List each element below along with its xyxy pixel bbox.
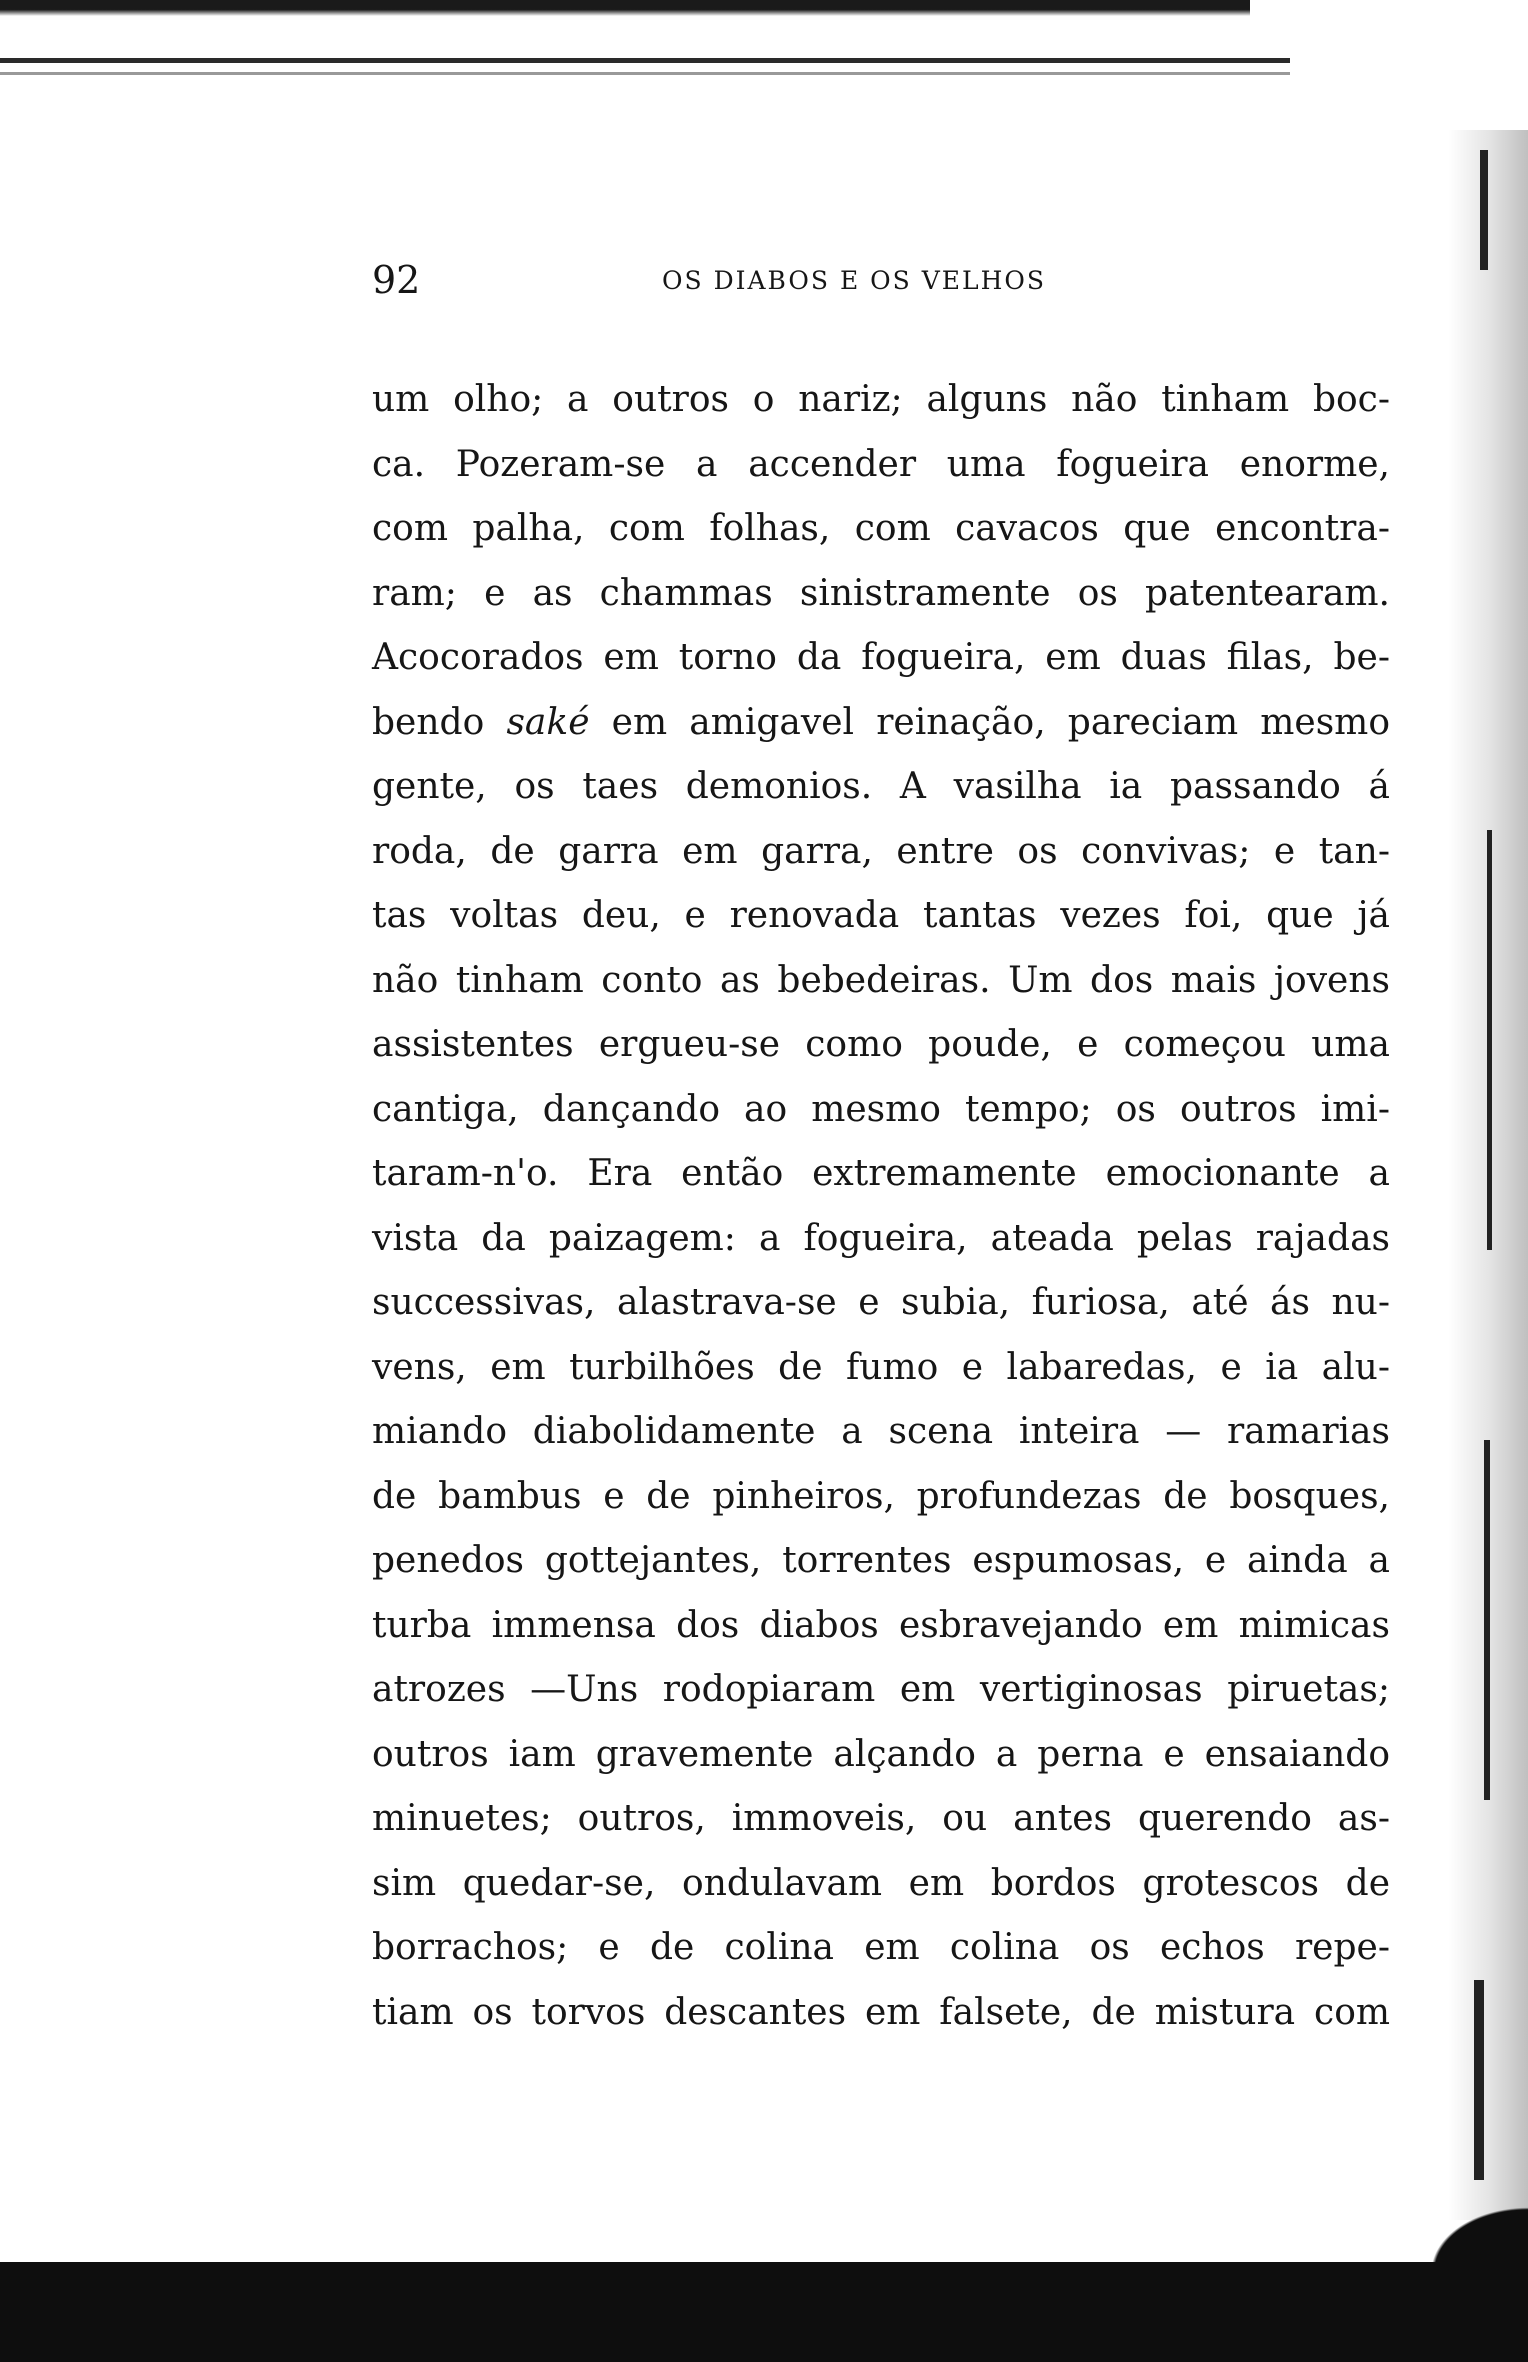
text-line: borrachos; e de colina em colina os echos repe- [372, 1927, 1390, 1968]
text-line: não tinham conto as bebedeiras. Um dos mais jovens [372, 959, 1390, 1001]
text-line: miando diabolidamente a scena inteira — ramarias [372, 1411, 1390, 1452]
page-number: 92 [372, 258, 421, 302]
text-line: gente, os taes demonios. A vasilha ia passando á [372, 766, 1390, 807]
text-line: com palha, com folhas, com cavacos que encontra- [372, 508, 1390, 549]
text-line: tiam os torvos descantes em falsete, de mistura com [372, 1991, 1390, 2033]
page-header [372, 255, 1392, 305]
text-line: de bambus e de pinheiros, profundezas de bosques, [372, 1475, 1390, 1517]
text-line: cantiga, dançando ao mesmo tempo; os outros imi- [372, 1088, 1390, 1130]
text-segment: em amigavel reinação, pareciam mesmo [611, 701, 1390, 743]
edge-mark [1474, 1980, 1484, 2180]
text-line: penedos gottejantes, torrentes espumosas, e ainda a [372, 1540, 1390, 1581]
text-line: minuetes; outros, immoveis, ou antes querendo as- [372, 1798, 1390, 1839]
text-line: ram; e as chammas sinistramente os patentearam. [372, 572, 1390, 614]
text-line: roda, de garra em garra, entre os convivas; e tan- [372, 830, 1390, 872]
text-line: outros iam gravemente alçando a perna e ensaiando [372, 1733, 1390, 1775]
text-line: vens, em turbilhões de fumo e labaredas, e ia alu- [372, 1346, 1390, 1388]
scan-rule-line-thin [0, 72, 1290, 75]
text-line: Acocorados em torno da fogueira, em duas filas, be- [372, 637, 1390, 678]
edge-mark [1480, 150, 1488, 270]
text-line: assistentes ergueu-se como poude, e começou uma [372, 1024, 1390, 1065]
text-line: successivas, alastrava-se e subia, furiosa, até ás nu- [372, 1282, 1390, 1323]
scan-top-rule [0, 0, 1250, 16]
scan-rule-line [0, 58, 1290, 63]
text-line [372, 691, 1390, 756]
running-title: OS DIABOS E OS VELHOS [662, 266, 1047, 295]
body-text [372, 368, 1390, 2045]
page-curl [1408, 2192, 1528, 2272]
text-line: vista da paizagem: a fogueira, ateada pelas rajadas [372, 1217, 1390, 1259]
text-line: sim quedar-se, ondulavam em bordos grotescos de [372, 1862, 1390, 1904]
edge-mark [1487, 830, 1492, 1250]
edge-mark [1484, 1440, 1490, 1800]
text-line: ca. Pozeram-se a accender uma fogueira enorme, [372, 443, 1390, 485]
scan-bottom-band [0, 2262, 1528, 2362]
text-line: taram-n'o. Era então extremamente emocionante a [372, 1153, 1390, 1194]
italic-word: saké [506, 701, 590, 743]
text-line: turba immensa dos diabos esbravejando em mimicas [372, 1604, 1390, 1646]
text-line: atrozes —Uns rodopiaram em vertiginosas piruetas; [372, 1669, 1390, 1710]
text-segment: bendo [372, 701, 485, 743]
text-line: um olho; a outros o nariz; alguns não tinham boc- [372, 379, 1390, 420]
text-line: tas voltas deu, e renovada tantas vezes foi, que já [372, 895, 1390, 936]
